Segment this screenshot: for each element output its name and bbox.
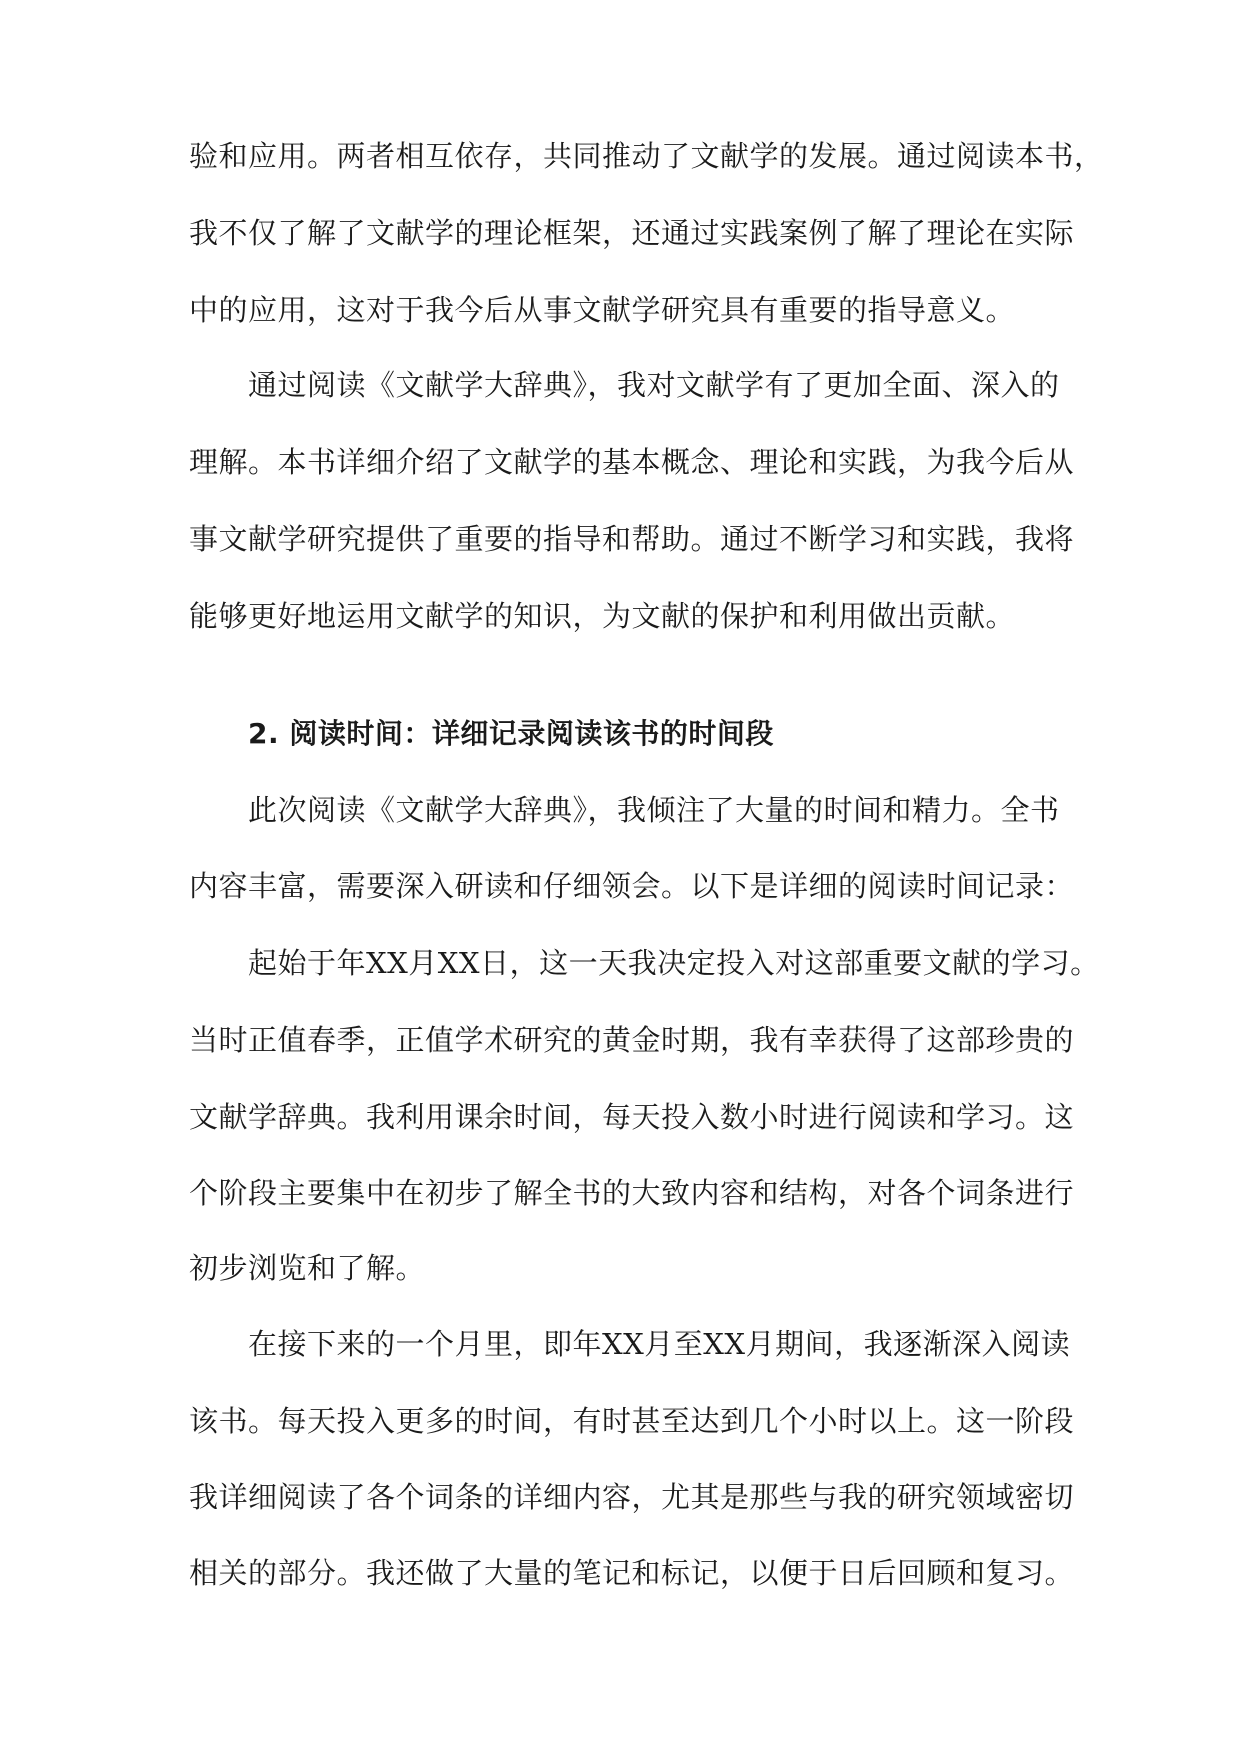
paragraph-5-line-1: 在接下来的一个月里，即年XX月至XX月期间，我逐渐深入阅读	[248, 1327, 1071, 1361]
paragraph-2-line-4: 能够更好地运用文献学的知识，为文献的保护和利用做出贡献。	[189, 599, 1016, 633]
paragraph-4-line-2: 当时正值春季，正值学术研究的黄金时期，我有幸获得了这部珍贵的	[189, 1023, 1075, 1057]
paragraph-4-line-5: 初步浏览和了解。	[189, 1251, 426, 1285]
paragraph-5-line-4: 相关的部分。我还做了大量的笔记和标记，以便于日后回顾和复习。	[189, 1556, 1075, 1590]
paragraph-4-line-4: 个阶段主要集中在初步了解全书的大致内容和结构，对各个词条进行	[189, 1176, 1075, 1210]
paragraph-2-line-3: 事文献学研究提供了重要的指导和帮助。通过不断学习和实践，我将	[189, 522, 1075, 556]
paragraph-5-line-3: 我详细阅读了各个词条的详细内容，尤其是那些与我的研究领域密切	[189, 1480, 1075, 1514]
paragraph-3-line-1: 此次阅读《文献学大辞典》，我倾注了大量的时间和精力。全书	[248, 793, 1060, 827]
paragraph-1-line-3: 中的应用，这对于我今后从事文献学研究具有重要的指导意义。	[189, 293, 1016, 327]
paragraph-1-line-1: 验和应用。两者相互依存，共同推动了文献学的发展。通过阅读本书，	[189, 139, 1104, 173]
paragraph-4-line-3: 文献学辞典。我利用课余时间，每天投入数小时进行阅读和学习。这	[189, 1100, 1075, 1134]
paragraph-5-line-2: 该书。每天投入更多的时间，有时甚至达到几个小时以上。这一阶段	[189, 1404, 1075, 1438]
paragraph-2-line-2: 理解。本书详细介绍了文献学的基本概念、理论和实践，为我今后从	[189, 445, 1075, 479]
paragraph-2-line-1: 通过阅读《文献学大辞典》，我对文献学有了更加全面、深入的	[248, 368, 1060, 402]
paragraph-4-line-1: 起始于年XX月XX日，这一天我决定投入对这部重要文献的学习。	[248, 946, 1100, 980]
paragraph-1-line-2: 我不仅了解了文献学的理论框架，还通过实践案例了解了理论在实际	[189, 216, 1075, 250]
paragraph-3-line-2: 内容丰富，需要深入研读和仔细领会。以下是详细的阅读时间记录：	[189, 869, 1075, 903]
section-heading: 2. 阅读时间：详细记录阅读该书的时间段	[248, 717, 774, 750]
